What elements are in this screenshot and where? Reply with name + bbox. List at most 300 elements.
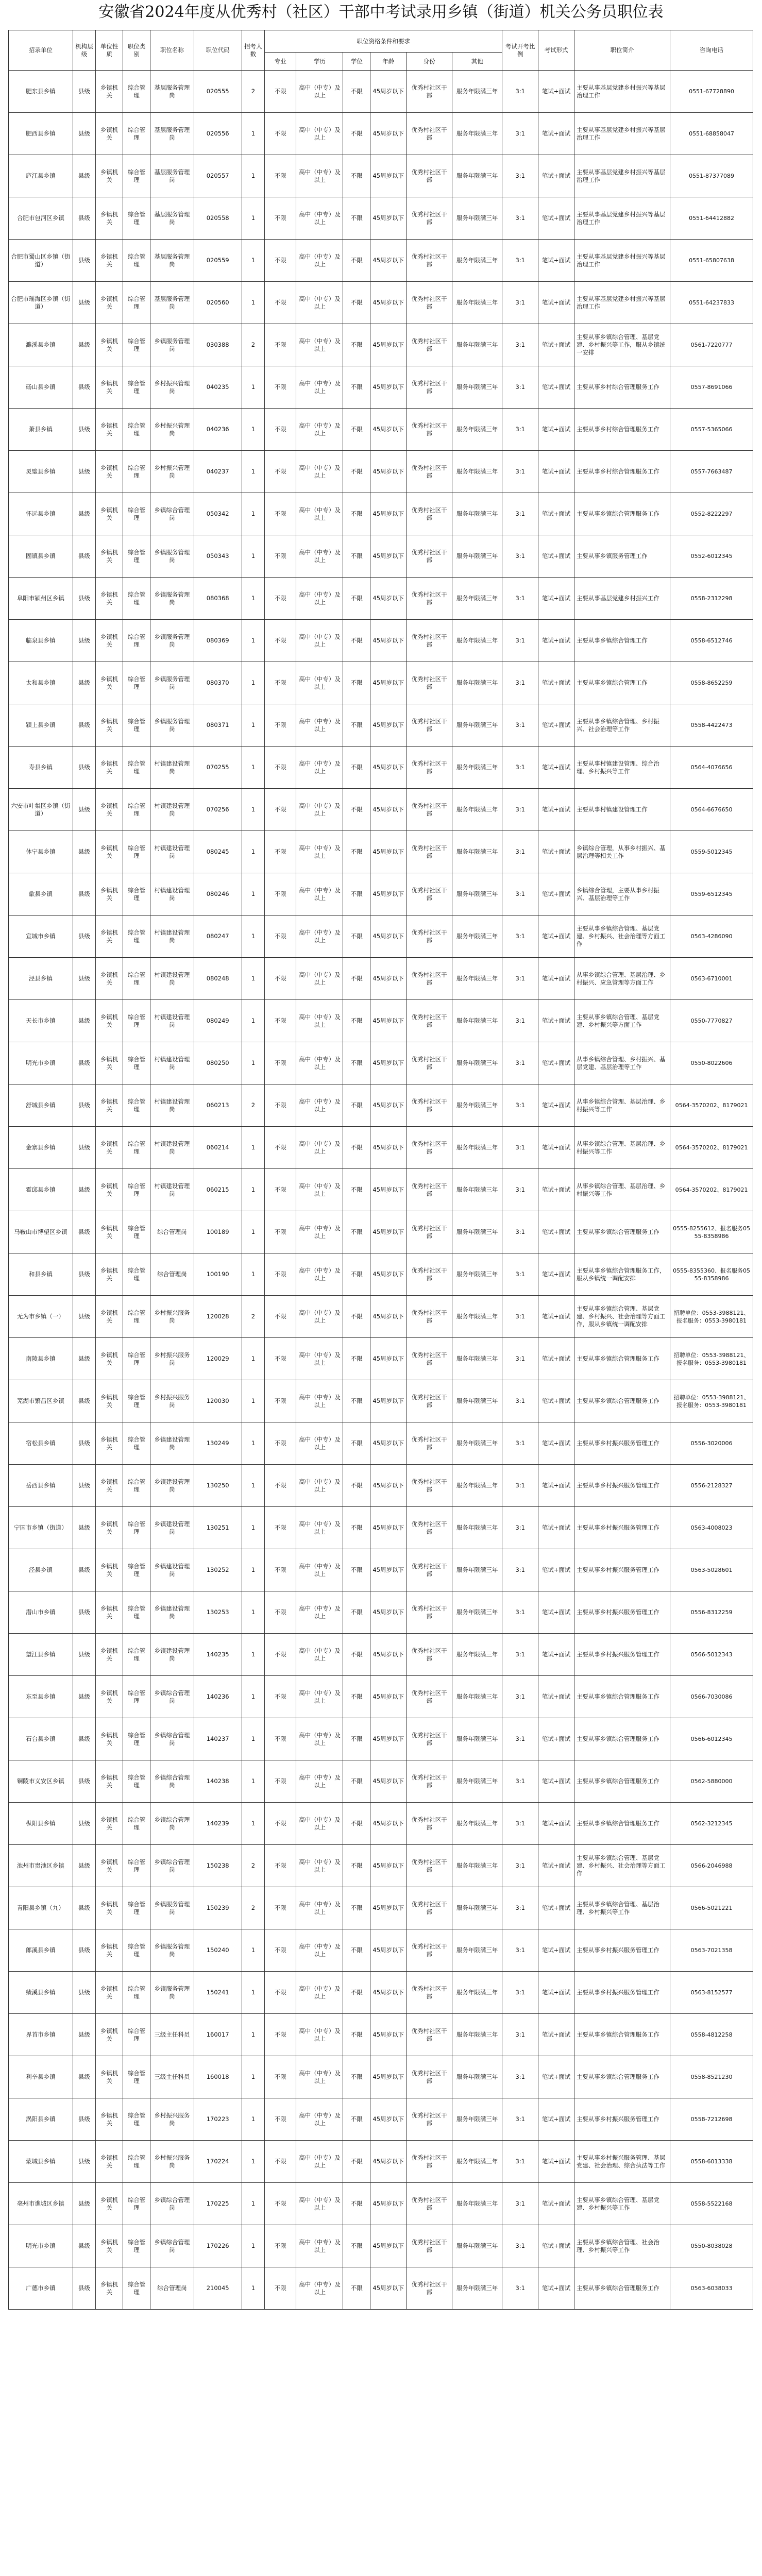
cell-unit: 望江县乡镇 bbox=[9, 1634, 73, 1676]
cell-code: 120028 bbox=[194, 1296, 242, 1338]
cell-level: 县级 bbox=[73, 2056, 95, 2098]
cell-exam: 笔试+面试 bbox=[538, 2014, 574, 2056]
cell-count: 1 bbox=[242, 1127, 264, 1169]
cell-count: 1 bbox=[242, 2183, 264, 2225]
cell-education: 高中（中专）及以上 bbox=[296, 1042, 343, 1084]
cell-duty: 乡镇综合管理，从事乡村振兴、基层治理等相关工作 bbox=[574, 831, 670, 873]
cell-unit: 砀山县乡镇 bbox=[9, 366, 73, 409]
cell-duty: 主要从事乡镇综合管理工作 bbox=[574, 620, 670, 662]
cell-exam: 笔试+面试 bbox=[538, 451, 574, 493]
cell-level: 县级 bbox=[73, 71, 95, 113]
cell-ratio: 3:1 bbox=[502, 71, 538, 113]
cell-major: 不限 bbox=[265, 1169, 296, 1211]
cell-unit: 绩溪县乡镇 bbox=[9, 1972, 73, 2014]
cell-ratio: 3:1 bbox=[502, 1760, 538, 1803]
positions-table bbox=[8, 30, 753, 2310]
cell-ratio: 3:1 bbox=[502, 578, 538, 620]
cell-category: 综合管理 bbox=[123, 1591, 150, 1634]
cell-duty: 主要从事乡镇综合管理服务工作 bbox=[574, 1760, 670, 1803]
cell-other: 服务年限满三年 bbox=[452, 1887, 502, 1929]
cell-major: 不限 bbox=[265, 155, 296, 197]
cell-age: 45周岁以下 bbox=[370, 1422, 407, 1465]
cell-major: 不限 bbox=[265, 1422, 296, 1465]
cell-age: 45周岁以下 bbox=[370, 1549, 407, 1591]
cell-category: 综合管理 bbox=[123, 366, 150, 409]
cell-education: 高中（中专）及以上 bbox=[296, 1845, 343, 1887]
cell-count: 1 bbox=[242, 2056, 264, 2098]
cell-identity: 优秀村社区干部 bbox=[407, 2014, 452, 2056]
col-count: 招考人数 bbox=[242, 30, 264, 71]
cell-degree: 不限 bbox=[343, 535, 370, 578]
cell-level: 县级 bbox=[73, 873, 95, 916]
cell-duty: 主要从事乡镇综合管理服务工作 bbox=[574, 1338, 670, 1380]
cell-duty: 主要从事基层党建乡村振兴等基层治理工作 bbox=[574, 197, 670, 240]
cell-name: 乡镇综合管理岗 bbox=[150, 2225, 194, 2267]
cell-nature: 乡镇机关 bbox=[96, 620, 123, 662]
cell-level: 县级 bbox=[73, 578, 95, 620]
cell-duty: 主要从事乡镇综合管理服务工作 bbox=[574, 493, 670, 535]
cell-degree: 不限 bbox=[343, 916, 370, 958]
cell-major: 不限 bbox=[265, 1676, 296, 1718]
cell-major: 不限 bbox=[265, 451, 296, 493]
cell-major: 不限 bbox=[265, 2014, 296, 2056]
cell-phone: 0558-8521230 bbox=[670, 2056, 753, 2098]
table-row bbox=[9, 1549, 753, 1591]
table-body bbox=[9, 71, 753, 2310]
cell-phone: 0561-7220777 bbox=[670, 324, 753, 366]
cell-identity: 优秀村社区干部 bbox=[407, 789, 452, 831]
cell-count: 1 bbox=[242, 747, 264, 789]
cell-ratio: 3:1 bbox=[502, 451, 538, 493]
cell-other: 服务年限满三年 bbox=[452, 113, 502, 155]
cell-major: 不限 bbox=[265, 2225, 296, 2267]
cell-education: 高中（中专）及以上 bbox=[296, 324, 343, 366]
cell-level: 县级 bbox=[73, 1929, 95, 1972]
col-conditions: 职位资格条件和要求 bbox=[265, 30, 502, 53]
cell-unit: 太和县乡镇 bbox=[9, 662, 73, 704]
cell-ratio: 3:1 bbox=[502, 1507, 538, 1549]
cell-identity: 优秀村社区干部 bbox=[407, 71, 452, 113]
cell-code: 040237 bbox=[194, 451, 242, 493]
cell-category: 综合管理 bbox=[123, 1760, 150, 1803]
cell-code: 140235 bbox=[194, 1634, 242, 1676]
cell-code: 140236 bbox=[194, 1676, 242, 1718]
cell-name: 村镇建设管理岗 bbox=[150, 873, 194, 916]
cell-phone: 0558-6013338 bbox=[670, 2141, 753, 2183]
cell-unit: 潜山市乡镇 bbox=[9, 1591, 73, 1634]
cell-age: 45周岁以下 bbox=[370, 197, 407, 240]
cell-nature: 乡镇机关 bbox=[96, 1887, 123, 1929]
table-row bbox=[9, 1084, 753, 1127]
cell-exam: 笔试+面试 bbox=[538, 155, 574, 197]
cell-duty: 主要从事乡村振兴服务管理工作 bbox=[574, 1422, 670, 1465]
cell-nature: 乡镇机关 bbox=[96, 1634, 123, 1676]
cell-duty: 主要从事乡村振兴服务管理、基层党建、社会治理、综合执法等工作 bbox=[574, 2141, 670, 2183]
cell-other: 服务年限满三年 bbox=[452, 1676, 502, 1718]
cell-phone: 0564-6676650 bbox=[670, 789, 753, 831]
cell-age: 45周岁以下 bbox=[370, 789, 407, 831]
cell-nature: 乡镇机关 bbox=[96, 1211, 123, 1253]
cell-unit: 无为市乡镇（一） bbox=[9, 1296, 73, 1338]
cell-age: 45周岁以下 bbox=[370, 704, 407, 747]
cell-code: 070255 bbox=[194, 747, 242, 789]
cell-ratio: 3:1 bbox=[502, 324, 538, 366]
cell-name: 乡镇服务管理岗 bbox=[150, 535, 194, 578]
cell-category: 综合管理 bbox=[123, 2098, 150, 2141]
cell-age: 45周岁以下 bbox=[370, 1296, 407, 1338]
cell-major: 不限 bbox=[265, 1211, 296, 1253]
cell-education: 高中（中专）及以上 bbox=[296, 113, 343, 155]
cell-count: 2 bbox=[242, 324, 264, 366]
cell-education: 高中（中专）及以上 bbox=[296, 197, 343, 240]
cell-ratio: 3:1 bbox=[502, 1803, 538, 1845]
cell-major: 不限 bbox=[265, 958, 296, 1000]
cell-age: 45周岁以下 bbox=[370, 113, 407, 155]
cell-nature: 乡镇机关 bbox=[96, 1549, 123, 1591]
cell-identity: 优秀村社区干部 bbox=[407, 324, 452, 366]
cell-level: 县级 bbox=[73, 958, 95, 1000]
cell-age: 45周岁以下 bbox=[370, 620, 407, 662]
cell-age: 45周岁以下 bbox=[370, 451, 407, 493]
cell-age: 45周岁以下 bbox=[370, 1887, 407, 1929]
cell-unit: 石台县乡镇 bbox=[9, 1718, 73, 1760]
cell-ratio: 3:1 bbox=[502, 1718, 538, 1760]
cell-name: 基层服务管理岗 bbox=[150, 197, 194, 240]
cell-category: 综合管理 bbox=[123, 620, 150, 662]
cell-major: 不限 bbox=[265, 71, 296, 113]
cell-degree: 不限 bbox=[343, 2183, 370, 2225]
cell-level: 县级 bbox=[73, 1000, 95, 1042]
cell-age: 45周岁以下 bbox=[370, 1380, 407, 1422]
cell-other: 服务年限满三年 bbox=[452, 873, 502, 916]
cell-other: 服务年限满三年 bbox=[452, 1000, 502, 1042]
table-row bbox=[9, 789, 753, 831]
cell-identity: 优秀村社区干部 bbox=[407, 2183, 452, 2225]
cell-phone: 0551-64412882 bbox=[670, 197, 753, 240]
cell-code: 050343 bbox=[194, 535, 242, 578]
cell-count: 1 bbox=[242, 282, 264, 324]
cell-age: 45周岁以下 bbox=[370, 1127, 407, 1169]
cell-age: 45周岁以下 bbox=[370, 1000, 407, 1042]
cell-category: 综合管理 bbox=[123, 493, 150, 535]
cell-code: 150238 bbox=[194, 1845, 242, 1887]
cell-ratio: 3:1 bbox=[502, 662, 538, 704]
cell-duty: 主要从事乡村综合管理服务工作 bbox=[574, 409, 670, 451]
cell-phone: 0557-8691066 bbox=[670, 366, 753, 409]
cell-education: 高中（中专）及以上 bbox=[296, 535, 343, 578]
cell-unit: 濉溪县乡镇 bbox=[9, 324, 73, 366]
cell-identity: 优秀村社区干部 bbox=[407, 2056, 452, 2098]
cell-phone: 0556-3020006 bbox=[670, 1422, 753, 1465]
cell-identity: 优秀村社区干部 bbox=[407, 1296, 452, 1338]
cell-name: 乡镇综合管理岗 bbox=[150, 1760, 194, 1803]
cell-age: 45周岁以下 bbox=[370, 282, 407, 324]
cell-duty: 主要从事基层党建乡村振兴等基层治理工作 bbox=[574, 113, 670, 155]
cell-major: 不限 bbox=[265, 1465, 296, 1507]
cell-category: 综合管理 bbox=[123, 1887, 150, 1929]
table-row bbox=[9, 1803, 753, 1845]
cell-age: 45周岁以下 bbox=[370, 2098, 407, 2141]
cell-exam: 笔试+面试 bbox=[538, 1803, 574, 1845]
cell-name: 村镇建设管理岗 bbox=[150, 1042, 194, 1084]
cell-unit: 寿县乡镇 bbox=[9, 747, 73, 789]
cell-education: 高中（中专）及以上 bbox=[296, 662, 343, 704]
cell-level: 县级 bbox=[73, 2267, 95, 2310]
cell-code: 080245 bbox=[194, 831, 242, 873]
cell-count: 1 bbox=[242, 620, 264, 662]
cell-identity: 优秀村社区干部 bbox=[407, 1127, 452, 1169]
table-row bbox=[9, 324, 753, 366]
cell-exam: 笔试+面试 bbox=[538, 1211, 574, 1253]
cell-category: 综合管理 bbox=[123, 409, 150, 451]
cell-level: 县级 bbox=[73, 1972, 95, 2014]
cell-age: 45周岁以下 bbox=[370, 1084, 407, 1127]
cell-count: 1 bbox=[242, 1000, 264, 1042]
cell-exam: 笔试+面试 bbox=[538, 1042, 574, 1084]
cell-identity: 优秀村社区干部 bbox=[407, 1042, 452, 1084]
cell-major: 不限 bbox=[265, 1634, 296, 1676]
cell-age: 45周岁以下 bbox=[370, 1972, 407, 2014]
cell-phone: 0550-8038028 bbox=[670, 2225, 753, 2267]
cell-degree: 不限 bbox=[343, 240, 370, 282]
table-row bbox=[9, 1169, 753, 1211]
col-education: 学历 bbox=[296, 53, 343, 71]
cell-phone: 0551-65807638 bbox=[670, 240, 753, 282]
cell-count: 1 bbox=[242, 2141, 264, 2183]
cell-identity: 优秀村社区干部 bbox=[407, 620, 452, 662]
table-row bbox=[9, 747, 753, 789]
cell-duty: 主要从事乡镇综合管理服务工作 bbox=[574, 1803, 670, 1845]
cell-name: 村镇建设管理岗 bbox=[150, 831, 194, 873]
cell-degree: 不限 bbox=[343, 1718, 370, 1760]
cell-age: 45周岁以下 bbox=[370, 409, 407, 451]
cell-level: 县级 bbox=[73, 789, 95, 831]
cell-phone: 0558-4422473 bbox=[670, 704, 753, 747]
cell-phone: 0564-4076656 bbox=[670, 747, 753, 789]
cell-level: 县级 bbox=[73, 1634, 95, 1676]
cell-code: 080368 bbox=[194, 578, 242, 620]
cell-category: 综合管理 bbox=[123, 1845, 150, 1887]
cell-nature: 乡镇机关 bbox=[96, 282, 123, 324]
cell-count: 1 bbox=[242, 2267, 264, 2310]
cell-count: 1 bbox=[242, 1338, 264, 1380]
table-row bbox=[9, 197, 753, 240]
cell-name: 乡镇建设管理岗 bbox=[150, 1591, 194, 1634]
cell-phone: 0563-4008023 bbox=[670, 1507, 753, 1549]
cell-level: 县级 bbox=[73, 1296, 95, 1338]
cell-duty: 乡镇综合管理，主要从事乡村振兴、基层治理等工作 bbox=[574, 873, 670, 916]
cell-exam: 笔试+面试 bbox=[538, 1634, 574, 1676]
cell-level: 县级 bbox=[73, 1760, 95, 1803]
cell-code: 170224 bbox=[194, 2141, 242, 2183]
cell-level: 县级 bbox=[73, 451, 95, 493]
cell-name: 乡镇综合管理岗 bbox=[150, 2183, 194, 2225]
cell-level: 县级 bbox=[73, 1169, 95, 1211]
cell-age: 45周岁以下 bbox=[370, 578, 407, 620]
cell-identity: 优秀村社区干部 bbox=[407, 409, 452, 451]
cell-identity: 优秀村社区干部 bbox=[407, 451, 452, 493]
cell-name: 乡镇服务管理岗 bbox=[150, 1929, 194, 1972]
cell-major: 不限 bbox=[265, 1760, 296, 1803]
cell-major: 不限 bbox=[265, 1929, 296, 1972]
table-row bbox=[9, 958, 753, 1000]
cell-phone: 0552-6012345 bbox=[670, 535, 753, 578]
cell-unit: 合肥市包河区乡镇 bbox=[9, 197, 73, 240]
cell-name: 乡镇服务管理岗 bbox=[150, 1887, 194, 1929]
cell-level: 县级 bbox=[73, 1465, 95, 1507]
table-row bbox=[9, 1465, 753, 1507]
cell-degree: 不限 bbox=[343, 197, 370, 240]
cell-level: 县级 bbox=[73, 704, 95, 747]
cell-age: 45周岁以下 bbox=[370, 1634, 407, 1676]
cell-duty: 主要从事乡村综合管理服务工作 bbox=[574, 366, 670, 409]
cell-major: 不限 bbox=[265, 747, 296, 789]
cell-name: 乡镇建设管理岗 bbox=[150, 1549, 194, 1591]
cell-education: 高中（中专）及以上 bbox=[296, 2225, 343, 2267]
cell-ratio: 3:1 bbox=[502, 535, 538, 578]
cell-education: 高中（中专）及以上 bbox=[296, 1338, 343, 1380]
cell-identity: 优秀村社区干部 bbox=[407, 1253, 452, 1296]
cell-count: 1 bbox=[242, 1380, 264, 1422]
cell-category: 综合管理 bbox=[123, 1929, 150, 1972]
cell-ratio: 3:1 bbox=[502, 2014, 538, 2056]
cell-identity: 优秀村社区干部 bbox=[407, 831, 452, 873]
cell-unit: 肥西县乡镇 bbox=[9, 113, 73, 155]
cell-age: 45周岁以下 bbox=[370, 155, 407, 197]
cell-other: 服务年限满三年 bbox=[452, 1084, 502, 1127]
cell-phone: 0566-7030086 bbox=[670, 1676, 753, 1718]
cell-age: 45周岁以下 bbox=[370, 1803, 407, 1845]
cell-code: 130253 bbox=[194, 1591, 242, 1634]
cell-age: 45周岁以下 bbox=[370, 662, 407, 704]
cell-level: 县级 bbox=[73, 493, 95, 535]
cell-level: 县级 bbox=[73, 2098, 95, 2141]
cell-ratio: 3:1 bbox=[502, 1380, 538, 1422]
cell-other: 服务年限满三年 bbox=[452, 409, 502, 451]
cell-education: 高中（中专）及以上 bbox=[296, 71, 343, 113]
cell-exam: 笔试+面试 bbox=[538, 1549, 574, 1591]
cell-ratio: 3:1 bbox=[502, 1972, 538, 2014]
cell-code: 170226 bbox=[194, 2225, 242, 2267]
cell-ratio: 3:1 bbox=[502, 1634, 538, 1676]
cell-level: 县级 bbox=[73, 747, 95, 789]
cell-exam: 笔试+面试 bbox=[538, 1591, 574, 1634]
table-row bbox=[9, 873, 753, 916]
cell-ratio: 3:1 bbox=[502, 1084, 538, 1127]
cell-nature: 乡镇机关 bbox=[96, 1042, 123, 1084]
cell-exam: 笔试+面试 bbox=[538, 1845, 574, 1887]
cell-category: 综合管理 bbox=[123, 1127, 150, 1169]
cell-age: 45周岁以下 bbox=[370, 1676, 407, 1718]
cell-nature: 乡镇机关 bbox=[96, 789, 123, 831]
cell-code: 120029 bbox=[194, 1338, 242, 1380]
cell-category: 综合管理 bbox=[123, 704, 150, 747]
cell-count: 1 bbox=[242, 1465, 264, 1507]
cell-exam: 笔试+面试 bbox=[538, 366, 574, 409]
cell-degree: 不限 bbox=[343, 2267, 370, 2310]
cell-name: 乡镇建设管理岗 bbox=[150, 1634, 194, 1676]
cell-identity: 优秀村社区干部 bbox=[407, 366, 452, 409]
cell-phone: 招聘单位：0553-3988121、报名服务：0553-3980181 bbox=[670, 1296, 753, 1338]
cell-age: 45周岁以下 bbox=[370, 2267, 407, 2310]
cell-identity: 优秀村社区干部 bbox=[407, 1169, 452, 1211]
cell-count: 1 bbox=[242, 2098, 264, 2141]
cell-nature: 乡镇机关 bbox=[96, 1465, 123, 1507]
cell-count: 1 bbox=[242, 1169, 264, 1211]
cell-name: 乡镇服务管理岗 bbox=[150, 620, 194, 662]
cell-exam: 笔试+面试 bbox=[538, 1887, 574, 1929]
cell-count: 1 bbox=[242, 704, 264, 747]
cell-other: 服务年限满三年 bbox=[452, 451, 502, 493]
cell-degree: 不限 bbox=[343, 1000, 370, 1042]
cell-unit: 宿松县乡镇 bbox=[9, 1422, 73, 1465]
cell-other: 服务年限满三年 bbox=[452, 493, 502, 535]
cell-level: 县级 bbox=[73, 240, 95, 282]
cell-duty: 主要从事乡村振兴服务管理工作 bbox=[574, 1972, 670, 2014]
cell-nature: 乡镇机关 bbox=[96, 1929, 123, 1972]
cell-phone: 0566-2046988 bbox=[670, 1845, 753, 1887]
cell-unit: 青阳县乡镇（九） bbox=[9, 1887, 73, 1929]
cell-exam: 笔试+面试 bbox=[538, 1972, 574, 2014]
cell-level: 县级 bbox=[73, 366, 95, 409]
cell-count: 1 bbox=[242, 1676, 264, 1718]
cell-ratio: 3:1 bbox=[502, 789, 538, 831]
cell-name: 乡镇建设管理岗 bbox=[150, 1422, 194, 1465]
cell-degree: 不限 bbox=[343, 747, 370, 789]
cell-major: 不限 bbox=[265, 620, 296, 662]
cell-ratio: 3:1 bbox=[502, 2183, 538, 2225]
cell-count: 1 bbox=[242, 662, 264, 704]
cell-name: 乡镇服务管理岗 bbox=[150, 662, 194, 704]
cell-code: 130252 bbox=[194, 1549, 242, 1591]
cell-education: 高中（中专）及以上 bbox=[296, 1422, 343, 1465]
cell-phone: 0555-8255612、报名服务0555-8358986 bbox=[670, 1211, 753, 1253]
cell-nature: 乡镇机关 bbox=[96, 1338, 123, 1380]
cell-identity: 优秀村社区干部 bbox=[407, 113, 452, 155]
cell-phone: 0551-64237833 bbox=[670, 282, 753, 324]
cell-level: 县级 bbox=[73, 155, 95, 197]
cell-major: 不限 bbox=[265, 2183, 296, 2225]
cell-ratio: 3:1 bbox=[502, 409, 538, 451]
cell-other: 服务年限满三年 bbox=[452, 704, 502, 747]
cell-degree: 不限 bbox=[343, 1422, 370, 1465]
cell-degree: 不限 bbox=[343, 1296, 370, 1338]
cell-unit: 临泉县乡镇 bbox=[9, 620, 73, 662]
cell-nature: 乡镇机关 bbox=[96, 831, 123, 873]
cell-degree: 不限 bbox=[343, 1253, 370, 1296]
table-row bbox=[9, 535, 753, 578]
table-row bbox=[9, 1634, 753, 1676]
cell-nature: 乡镇机关 bbox=[96, 535, 123, 578]
cell-education: 高中（中专）及以上 bbox=[296, 831, 343, 873]
cell-name: 基层服务管理岗 bbox=[150, 282, 194, 324]
cell-major: 不限 bbox=[265, 1380, 296, 1422]
cell-other: 服务年限满三年 bbox=[452, 831, 502, 873]
cell-other: 服务年限满三年 bbox=[452, 535, 502, 578]
cell-code: 150239 bbox=[194, 1887, 242, 1929]
col-category: 职位类别 bbox=[123, 30, 150, 71]
cell-other: 服务年限满三年 bbox=[452, 1972, 502, 2014]
cell-duty: 主要从事乡镇综合管理服务工作 bbox=[574, 1380, 670, 1422]
cell-duty: 主要从事乡镇综合管理、基层治理、乡村振兴等工作 bbox=[574, 1887, 670, 1929]
cell-education: 高中（中专）及以上 bbox=[296, 2141, 343, 2183]
cell-code: 080248 bbox=[194, 958, 242, 1000]
cell-other: 服务年限满三年 bbox=[452, 2056, 502, 2098]
cell-exam: 笔试+面试 bbox=[538, 1465, 574, 1507]
cell-name: 乡村振兴管理岗 bbox=[150, 409, 194, 451]
cell-duty: 从事乡镇综合管理、基层治理、乡村振兴等工作 bbox=[574, 1127, 670, 1169]
cell-level: 县级 bbox=[73, 620, 95, 662]
